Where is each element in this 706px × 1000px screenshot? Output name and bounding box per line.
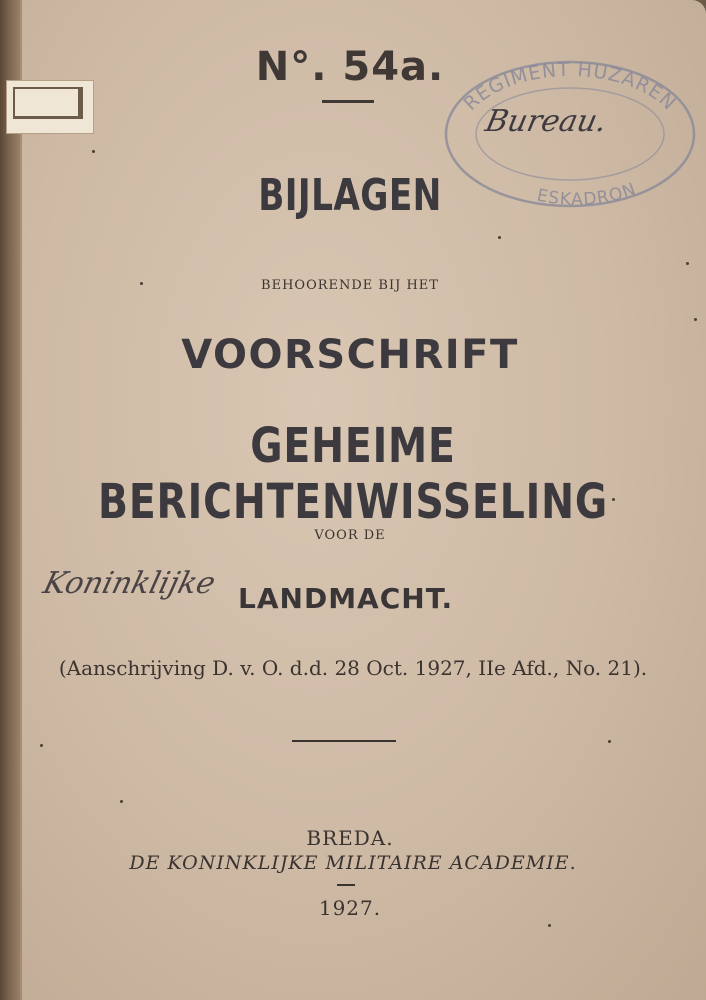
spine-edge [20,0,22,1000]
svg-text:ESKADRON [535,179,639,210]
title-rule [322,100,374,103]
paper-speck [548,924,551,927]
paper-speck [92,150,95,153]
stamp-handwritten-bureau: Bureau. [482,104,610,139]
paper-speck [120,800,123,803]
library-label-sticker [6,80,94,134]
imprint-rule [337,884,355,886]
subtitle-behoorende: BEHOORENDE BIJ HET [261,278,439,293]
handwritten-koninklijke: Koninklijke [39,566,219,601]
aanschrijving-reference: (Aanschrijving D. v. O. d.d. 28 Oct. 1927, IIe Afd., No. 21). [58,656,648,680]
title-geheime-berichtenwisseling: GEHEIME BERICHTENWISSELING [98,418,608,530]
stamp-top-text: REGIMENT HUZAREN [459,58,681,115]
subtitle-voor-de: VOOR DE [314,528,386,543]
title-voorschrift: VOORSCHRIFT [181,332,519,378]
document-number: N°. 54a. [255,44,445,90]
booklet-spine [0,0,20,1000]
section-divider [292,740,396,742]
imprint-year: 1927. [318,896,382,920]
paper-speck [612,498,615,501]
title-landmacht: LANDMACHT. [238,582,454,615]
paper-speck [686,262,689,265]
paper-speck [40,744,43,747]
imprint-city: BREDA. [306,826,394,850]
paper-speck [140,282,143,285]
title-bijlagen: BIJLAGEN [258,170,442,221]
paper-speck [694,318,697,321]
paper-speck [498,236,501,239]
stamp-bottom-text: ESKADRON [535,179,640,210]
imprint-publisher: DE KONINKLIJKE MILITAIRE ACADEMIE. [129,852,577,874]
paper-speck [608,740,611,743]
